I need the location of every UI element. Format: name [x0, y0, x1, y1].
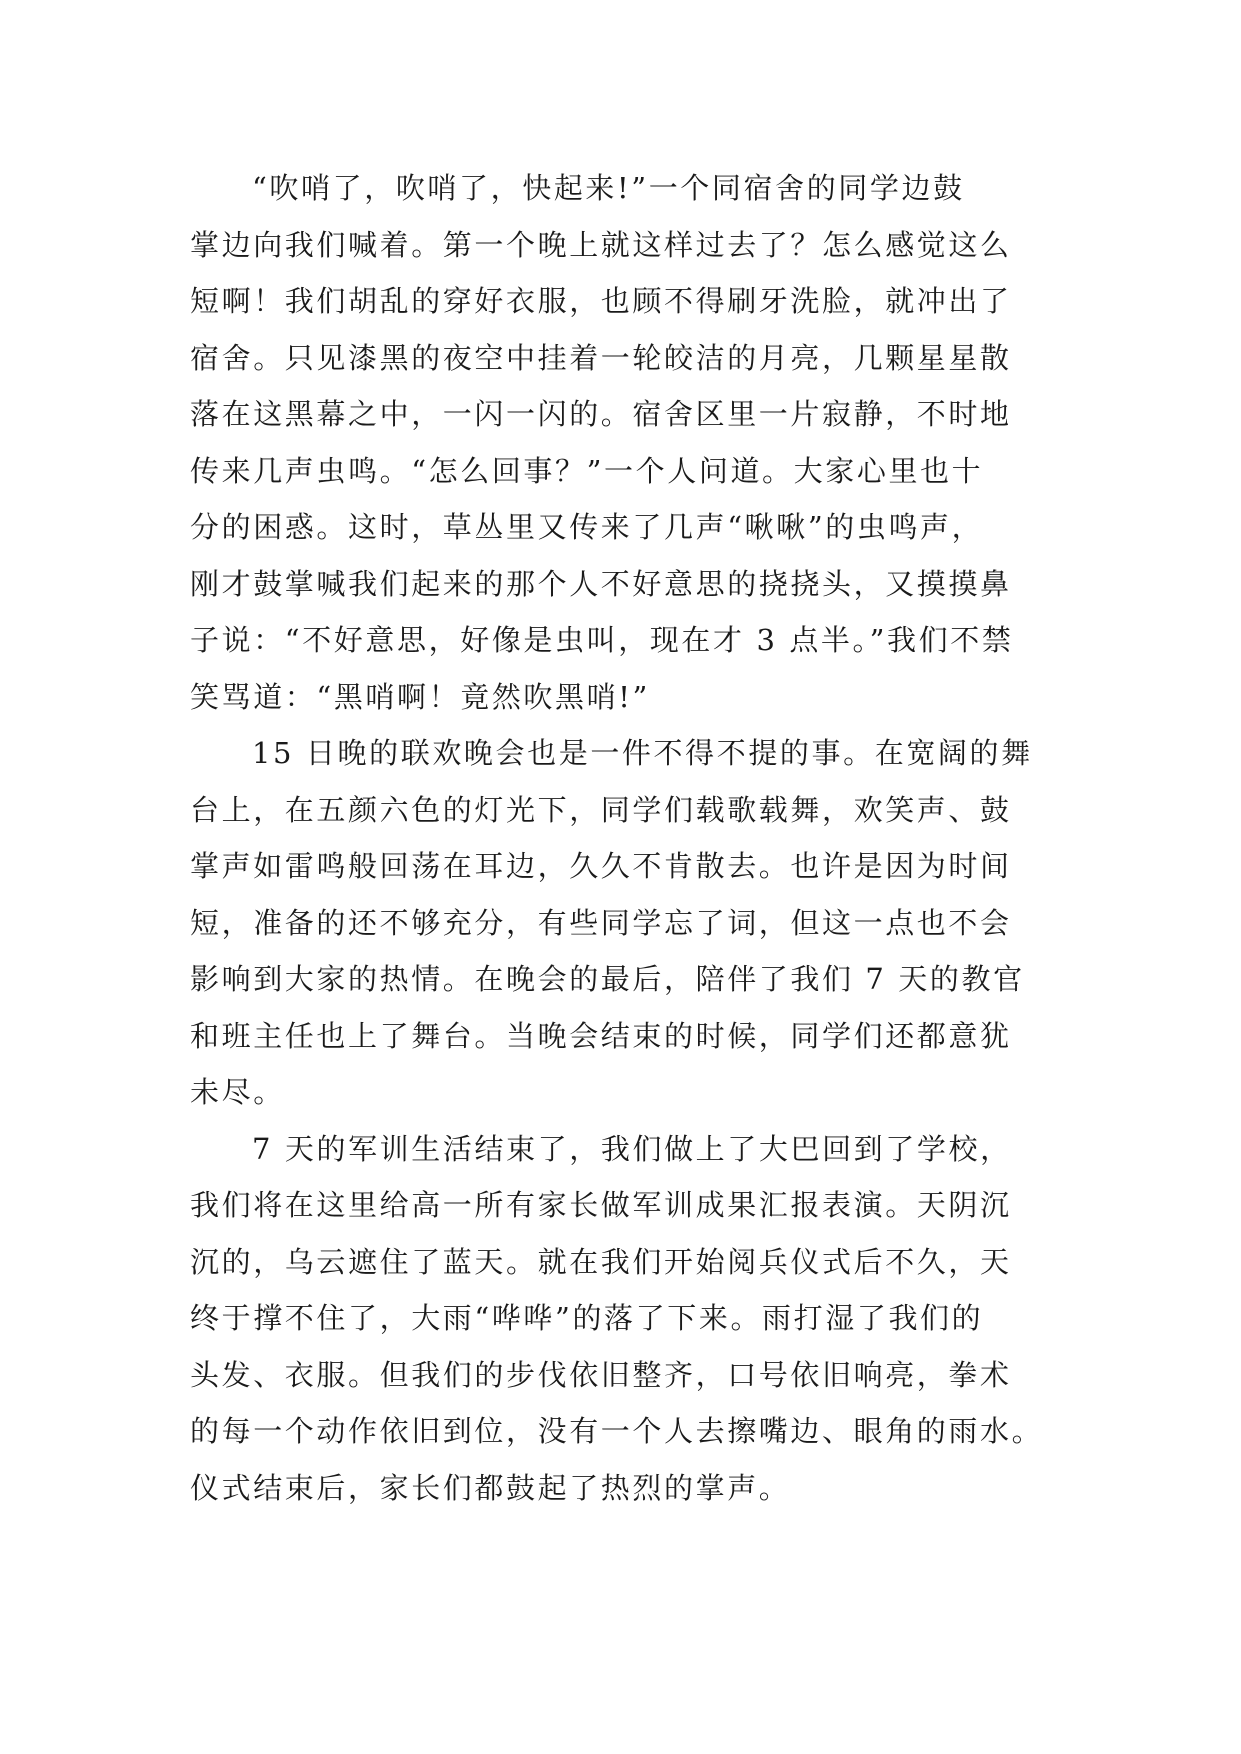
paragraph-whistle: “吹哨了，吹哨了，快起来!”一个同宿舍的同学边鼓 掌边向我们喊着。第一个晚上就这样过去了？怎么感觉这么 短啊！我们胡乱的穿好衣服，也顾不得刷牙洗脸，就冲出了 宿舍。只见漆黑的夜空中挂着一轮皎洁的月亮，几颗星星散 落在这黑幕之中，一闪一闪的。宿舍区里一片寂静，不时地 传来几声虫鸣。“怎么回事？”一个人问道。大家心里也十 分的困惑。这时，草丛里又传来了几声“啾啾”的虫鸣声， 刚才鼓掌喊我们起来的那个人不好意思的挠挠头，又摸摸鼻 子说：“不好意思，好像是虫叫，现在才 3 点半。”我们不禁 笑骂道：“黑哨啊！竟然吹黑哨!” — [190, 171, 1014, 714]
document-body — [190, 160, 1050, 1516]
paragraph-evening-party: 15 日晚的联欢晚会也是一件不得不提的事。在宽阔的舞 台上，在五颜六色的灯光下，同学们载歌载舞，欢笑声、鼓 掌声如雷鸣般回荡在耳边，久久不肯散去。也许是因为时间 短，准备的还不够充分，有些同学忘了词，但这一点也不会 影响到大家的热情。在晚会的最后，陪伴了我们 7 天的教官 和班主任也上了舞台。当晚会结束的时候，同学们还都意犹 未尽。 — [190, 736, 1033, 1109]
paragraph-training-end: 7 天的军训生活结束了，我们做上了大巴回到了学校， 我们将在这里给高一所有家长做军训成果汇报表演。天阴沉 沉的，乌云遮住了蓝天。就在我们开始阅兵仪式后不久，天 终于撑不住了，大雨“哗哗”的落了下来。雨打湿了我们的 头发、衣服。但我们的步伐依旧整齐，口号依旧响亮，拳术 的每一个动作依旧到位，没有一个人去擦嘴边、眼角的雨水。 仪式结束后，家长们都鼓起了热烈的掌声。 — [190, 1131, 1044, 1505]
